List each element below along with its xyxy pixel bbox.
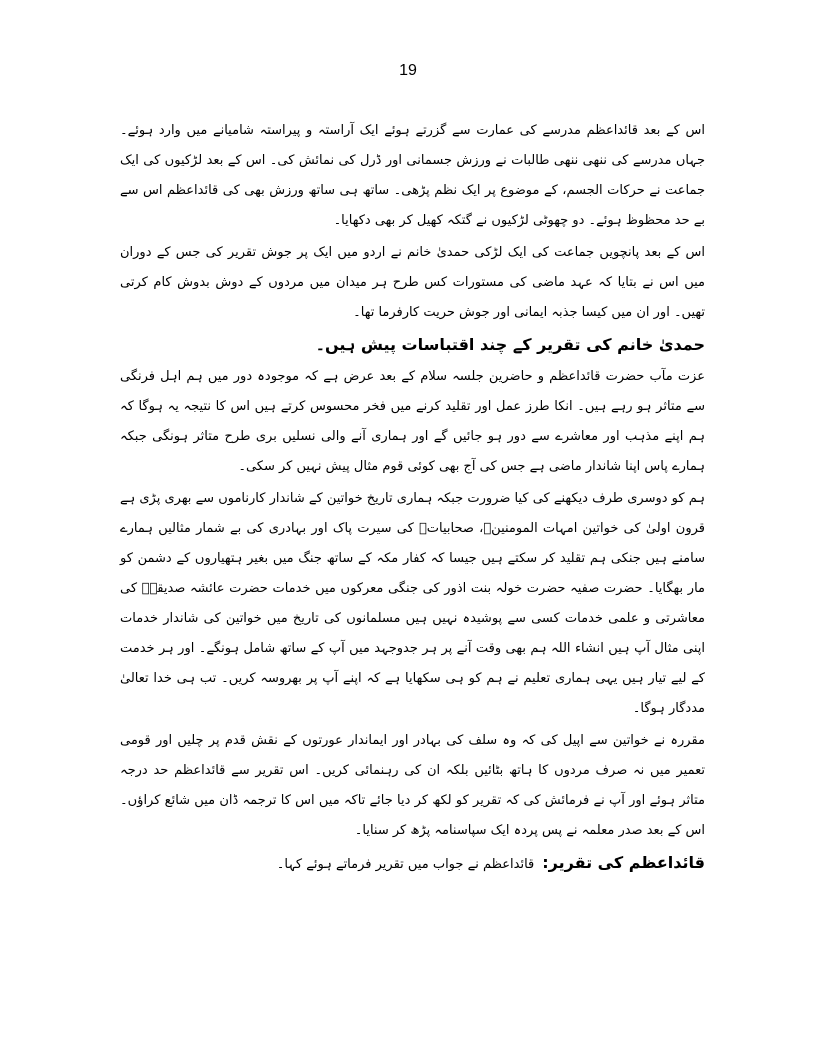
paragraph-speech-3: مقررہ نے خواتین سے اپیل کی کہ وہ سلف کی بہادر اور ایماندار عورتوں کے نقش قدم پر چلیں اور قومی تعمیر میں نہ صرف مردوں کا ہاتھ بٹائیں بلکہ ان کی رہنمائی کریں۔ اس تقریر سے قائداعظم حد درجہ متاثر ہوئے اور آپ نے فرمائش کی کہ تقریر کو لکھ کر دیا جائے تاکہ میں اس کا ترجمہ ڈان میں شائع کراؤں۔ اس کے بعد صدر معلمہ نے پس پردہ ایک سپاسنامہ پڑھ کر سنایا۔ [120, 733, 705, 838]
closing-heading: قائداعظم کی تقریر: [542, 853, 705, 872]
paragraph-speech-1: عزت مآب حضرت قائداعظم و حاضرین جلسہ سلام کے بعد عرض ہے کہ موجودہ دور میں ہم اہل فرنگی سے متاثر ہو رہے ہیں۔ انکا طرز عمل اور تقلید کرنے میں فخر محسوس کرتے ہیں اس کا نتیجہ یہ ہوگا کہ ہم اپنے مذہب اور معاشرے سے دور ہو جائیں گے اور ہماری آنے والی نسلیں بری طرح متاثر ہونگی جبکہ ہمارے پاس اپنا شاندار ماضی ہے جس کی آج بھی کوئی قوم مثال پیش نہیں کر سکی۔ [120, 369, 705, 474]
paragraph-speech-2: ہم کو دوسری طرف دیکھنے کی کیا ضرورت جبکہ ہماری تاریخ خواتین کے شاندار کارناموں سے بھری پڑی ہے قرون اولیٰ کی خواتین امہات المومنینؓ، صحابیاتؓ کی سیرت پاک اور بہادری کی بے شمار مثالیں ہمارے سامنے ہیں جنکی ہم تقلید کر سکتے ہیں جیسا کہ کفار مکہ کے ساتھ جنگ میں بغیر ہتھیاروں کے دشمن کو مار بھگایا۔ حضرت صفیہ حضرت خولہ بنت اذور کی جنگی معرکوں میں خدمات حضرت عائشہ صدیقہؓ کی معاشرتی و علمی خدمات کسی سے پوشیدہ نہیں ہیں مسلمانوں کی تاریخ میں خواتین کی شاندار خدمات اپنی مثال آپ ہیں انشاء اللہ ہم بھی وقت آنے پر ہر جدوجہد میں آپ کے ساتھ شامل ہونگے۔ اور ہر خدمت کے لیے تیار ہیں یہی ہماری تعلیم نے ہم کو ہی سکھایا ہے کہ اپنے آپ پر بھروسہ کریں۔ تب ہی خدا تعالیٰ مددگار ہوگا۔ [120, 491, 705, 716]
closing-line [120, 848, 705, 880]
paragraph-speech-intro: اس کے بعد پانچویں جماعت کی ایک لڑکی حمدیٰ خانم نے اردو میں ایک پر جوش تقریر کی جس کے دوران میں اس نے بتایا کہ عہد ماضی کی مستورات کس طرح ہر میدان میں مردوں کے دوش بدوش کام کرتی تھیں۔ اور ان میں کیسا جذبہ ایمانی اور جوش حریت کارفرما تھا۔ [120, 245, 705, 320]
paragraph-exhibition: اس کے بعد قائداعظم مدرسے کی عمارت سے گزرتے ہوئے ایک آراستہ و پیراستہ شامیانے میں وارد ہوئے۔ جہاں مدرسے کی ننھی ننھی طالبات نے ورزش جسمانی اور ڈرل کی نمائش کی۔ اس کے بعد لڑکیوں کی ایک جماعت نے حرکات الجسم، کے موضوع پر ایک نظم پڑھی۔ ساتھ ہی ساتھ ورزش بھی کی قائداعظم اس سے بے حد محظوظ ہوئے۔ دو چھوٹی لڑکیوں نے گتکہ کھیل کر بھی دکھایا۔ [120, 123, 705, 228]
page-number: 19 [399, 62, 417, 79]
section-heading: حمدیٰ خانم کی تقریر کے چند اقتباسات پیش ہیں۔ [315, 335, 705, 354]
closing-text: قائداعظم نے جواب میں تقریر فرماتے ہوئے کہا۔ [276, 857, 535, 872]
body-text [120, 116, 705, 880]
